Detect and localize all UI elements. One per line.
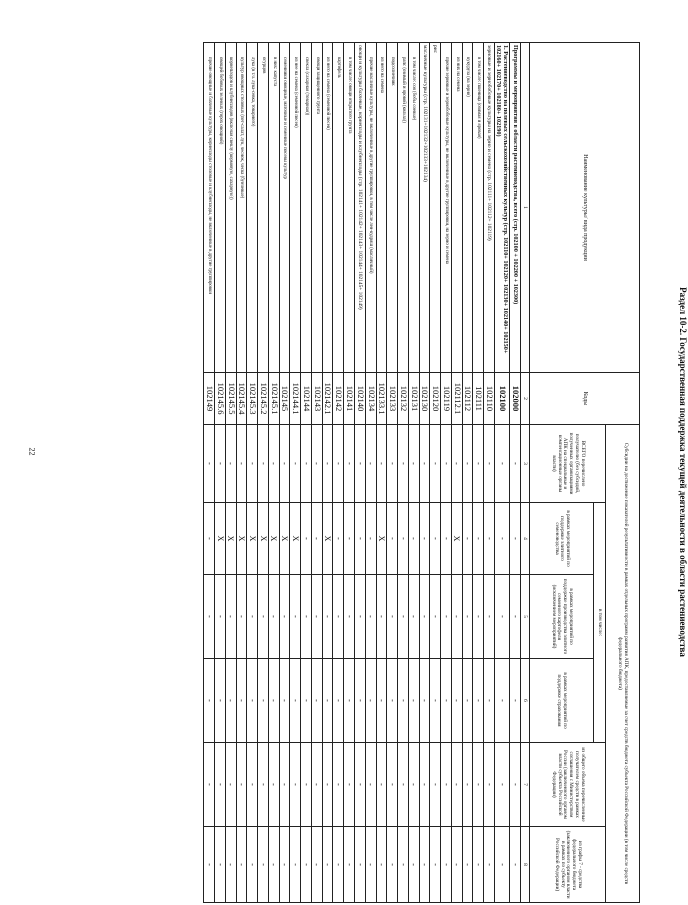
row-value-col3: -	[430, 425, 441, 503]
table-row	[441, 43, 452, 903]
column-number: 1	[521, 43, 530, 373]
row-value-col4: X	[279, 503, 290, 575]
row-value-col3: -	[484, 425, 495, 503]
row-value-col7: -	[322, 743, 333, 827]
row-name: корнеплодов и клубнеплодов (включая свеклу (кормовую, сахарную))	[225, 43, 236, 373]
row-value-col8: -	[322, 827, 333, 903]
header-col6: в рамках мероприятий по поддержке страхования	[530, 659, 594, 743]
row-value-col6: -	[462, 659, 473, 743]
table-row	[268, 43, 279, 903]
row-value-col7: -	[430, 743, 441, 827]
row-value-col7: -	[268, 743, 279, 827]
row-value-col5: -	[247, 575, 258, 659]
row-value-col3: -	[451, 425, 462, 503]
header-code: Коды	[530, 373, 640, 425]
table-row	[333, 43, 344, 903]
row-name: подсолнечник	[387, 43, 398, 373]
row-value-col7: -	[408, 743, 419, 827]
row-value-col4: -	[387, 503, 398, 575]
row-value-col8: -	[355, 827, 366, 903]
row-value-col7: -	[387, 743, 398, 827]
row-value-col5: -	[376, 575, 387, 659]
header-col4: в рамках мероприятий по поддержке элитного семеноводства	[530, 503, 594, 575]
row-name: в них: капуста	[268, 43, 279, 373]
row-name: лука (в т.ч. лука-севка, товарного)	[247, 43, 258, 373]
support-table	[203, 42, 640, 903]
row-code: 102130	[419, 373, 430, 425]
row-value-col6: -	[311, 659, 322, 743]
page-number: 22	[27, 447, 37, 456]
row-value-col8: -	[236, 827, 247, 903]
row-name: картофель	[333, 43, 344, 373]
row-value-col6: -	[333, 659, 344, 743]
row-code: 102149	[204, 373, 215, 425]
table-row	[462, 43, 473, 903]
row-value-col5: -	[451, 575, 462, 659]
row-value-col8: -	[462, 827, 473, 903]
row-value-col6: -	[365, 659, 376, 743]
table-row	[311, 43, 322, 903]
row-name: овощей бобовых зеленых (горох овощной)	[215, 43, 226, 373]
header-total: ВСЕГО перечислено получателю (без субсидий, полученных организациями АПК на специальные и компенсационные органы власти)	[530, 425, 606, 503]
table-row	[451, 43, 462, 903]
row-value-col7: -	[365, 743, 376, 827]
table-row	[376, 43, 387, 903]
row-value-col6: -	[344, 659, 355, 743]
row-value-col5: -	[258, 575, 269, 659]
row-code: 102145.6	[215, 373, 226, 425]
row-value-col8: -	[268, 827, 279, 903]
row-value-col4: -	[510, 503, 521, 575]
row-value-col4: -	[408, 503, 419, 575]
row-value-col4: -	[494, 503, 509, 575]
row-value-col4: -	[473, 503, 484, 575]
row-value-col5: -	[408, 575, 419, 659]
row-code: 102142	[333, 373, 344, 425]
column-number: 2	[521, 373, 530, 425]
row-name: в том числе: овощи открытого грунта	[344, 43, 355, 373]
row-code: 102119	[441, 373, 452, 425]
row-value-col7: -	[215, 743, 226, 827]
row-value-col6: -	[279, 659, 290, 743]
column-number: 8	[521, 827, 530, 903]
table-row	[225, 43, 236, 903]
row-value-col3: -	[258, 425, 269, 503]
row-code: 102145.1	[268, 373, 279, 425]
header-group: Субсидии на достижение показателей результативности в рамках отдельных программ развития АПК, предоставляемые за счет средств бюджета субъекта Российской Федерации (в том числе средств федерального бюджета)	[606, 425, 640, 903]
row-value-col8: -	[311, 827, 322, 903]
row-value-col4: X	[376, 503, 387, 575]
row-value-col6: -	[301, 659, 312, 743]
row-value-col6: -	[322, 659, 333, 743]
row-value-col7: -	[204, 743, 215, 827]
row-name: овощи защищенного грунта	[311, 43, 322, 373]
row-value-col7: -	[311, 743, 322, 827]
row-value-col5: -	[484, 575, 495, 659]
row-value-col3: -	[301, 425, 312, 503]
row-value-col5: -	[215, 575, 226, 659]
row-value-col6: -	[290, 659, 301, 743]
table-row	[419, 43, 430, 903]
header-col5: в рамках мероприятий по поддержке производства элитного семенного картофеля (исключением мероприятий)	[530, 575, 594, 659]
row-value-col7: -	[290, 743, 301, 827]
row-value-col5: -	[430, 575, 441, 659]
row-value-col6: -	[215, 659, 226, 743]
row-name: овощи и культуры бахчевые, корнеплоды и клубнеплоды (стр. 102141+ 102142+ 102143+ 102144+ 102145+ 102149)	[355, 43, 366, 373]
row-value-col3: -	[311, 425, 322, 503]
row-code: 102133.1	[376, 373, 387, 425]
row-value-col4: X	[290, 503, 301, 575]
row-value-col7: -	[473, 743, 484, 827]
row-value-col6: -	[419, 659, 430, 743]
row-value-col4: -	[365, 503, 376, 575]
row-name: огурцов	[258, 43, 269, 373]
row-value-col5: -	[344, 575, 355, 659]
table-row	[387, 43, 398, 903]
row-value-col8: -	[225, 827, 236, 903]
row-value-col6: -	[494, 659, 509, 743]
row-value-col6: -	[236, 659, 247, 743]
row-name: 1. Растениеводство на полевых сельскохозяйственных культур (стр. 102110+ 102120+ 102130+ 102140+ 102150+ 102160+ 102170+ 102180+ 102190)	[494, 43, 509, 373]
row-value-col6: -	[484, 659, 495, 743]
row-value-col3: -	[441, 425, 452, 503]
row-name: из него на семена	[376, 43, 387, 373]
row-value-col8: -	[333, 827, 344, 903]
row-code: 102120	[430, 373, 441, 425]
row-value-col8: -	[398, 827, 409, 903]
row-value-col7: -	[225, 743, 236, 827]
row-name: зерновые и зернобобовые культуры на зерно и семена (стр. 102111+ 102112+ 102119)	[484, 43, 495, 373]
row-value-col6: -	[387, 659, 398, 743]
table-row	[408, 43, 419, 903]
row-value-col6: -	[473, 659, 484, 743]
table-row	[290, 43, 301, 903]
row-value-col6: -	[451, 659, 462, 743]
row-value-col3: -	[365, 425, 376, 503]
row-value-col5: -	[355, 575, 366, 659]
row-value-col5: -	[441, 575, 452, 659]
row-value-col6: -	[430, 659, 441, 743]
row-value-col8: -	[419, 827, 430, 903]
row-value-col3: -	[355, 425, 366, 503]
row-value-col5: -	[494, 575, 509, 659]
row-code: 102145.2	[258, 373, 269, 425]
row-code: 102132	[398, 373, 409, 425]
header-name: Наименование культуры/ вида продукции	[530, 43, 640, 373]
row-value-col7: -	[451, 743, 462, 827]
row-name: прочие масличные культуры, не включенные в другие группировки, в том числе лен-кудряш (масличный)	[365, 43, 376, 373]
row-value-col8: -	[451, 827, 462, 903]
row-value-col8: -	[408, 827, 419, 903]
row-value-col8: -	[247, 827, 258, 903]
row-value-col3: -	[215, 425, 226, 503]
row-value-col8: -	[387, 827, 398, 903]
row-code: 102112	[462, 373, 473, 425]
row-value-col4: -	[462, 503, 473, 575]
row-name: свекла (сахарная (товарная))	[301, 43, 312, 373]
row-value-col8: -	[279, 827, 290, 903]
column-number: 3	[521, 425, 530, 503]
row-value-col6: -	[268, 659, 279, 743]
row-value-col6: -	[247, 659, 258, 743]
row-code: 102100	[494, 373, 509, 425]
row-code: 102144.1	[290, 373, 301, 425]
table-row	[484, 43, 495, 903]
row-value-col3: -	[225, 425, 236, 503]
row-value-col8: -	[215, 827, 226, 903]
row-value-col5: -	[268, 575, 279, 659]
table-row	[398, 43, 409, 903]
row-value-col4: -	[311, 503, 322, 575]
row-value-col3: -	[322, 425, 333, 503]
row-code: 102133	[387, 373, 398, 425]
row-value-col8: -	[494, 827, 509, 903]
row-value-col4: X	[225, 503, 236, 575]
row-name: из него на семена (семенной посев)	[322, 43, 333, 373]
row-value-col4: X	[236, 503, 247, 575]
row-code: 102144	[301, 373, 312, 425]
row-value-col4: -	[344, 503, 355, 575]
table-row	[494, 43, 509, 903]
row-value-col4: X	[268, 503, 279, 575]
table-row	[344, 43, 355, 903]
row-value-col7: -	[247, 743, 258, 827]
row-code: 102140	[355, 373, 366, 425]
row-value-col4: -	[333, 503, 344, 575]
row-value-col7: -	[333, 743, 344, 827]
row-name: Программы и мероприятия в области растениеводства, всего (стр. 102100 + 102200 + 102300)	[510, 43, 521, 373]
row-value-col5: -	[473, 575, 484, 659]
row-value-col5: -	[398, 575, 409, 659]
row-code: 102145	[279, 373, 290, 425]
row-value-col8: -	[290, 827, 301, 903]
row-value-col7: -	[344, 743, 355, 827]
column-number-row	[521, 43, 530, 903]
row-name: масличные культуры (стр. 102131+102132+102133+102134)	[419, 43, 430, 373]
row-name: культур овощных столовых (пет-салат, лук, чеснок, ческа (бунчевые)	[236, 43, 247, 373]
row-code: 102143	[311, 373, 322, 425]
table-row	[236, 43, 247, 903]
row-name: семенники овощные, маточные и семенные посевы культур	[279, 43, 290, 373]
row-value-col8: -	[430, 827, 441, 903]
row-name: рапс (озимый и яровой (кольза))	[398, 43, 409, 373]
row-value-col7: -	[419, 743, 430, 827]
row-value-col5: -	[510, 575, 521, 659]
header-col8: из графы 7 - средства федерального бюджета (заключенного органом власти в рамках по субъекту Российской Федерации)	[530, 827, 606, 903]
column-number: 7	[521, 743, 530, 827]
row-value-col7: -	[279, 743, 290, 827]
row-code: 102000	[510, 373, 521, 425]
row-value-col7: -	[484, 743, 495, 827]
row-value-col3: -	[387, 425, 398, 503]
row-code: 102112.1	[451, 373, 462, 425]
row-value-col6: -	[408, 659, 419, 743]
row-value-col8: -	[510, 827, 521, 903]
row-name: рис	[430, 43, 441, 373]
table-row	[204, 43, 215, 903]
column-number: 6	[521, 659, 530, 743]
row-value-col4: X	[322, 503, 333, 575]
row-value-col3: -	[376, 425, 387, 503]
row-value-col5: -	[204, 575, 215, 659]
row-code: 102111	[473, 373, 484, 425]
row-value-col3: -	[333, 425, 344, 503]
table-row	[473, 43, 484, 903]
row-value-col4: X	[451, 503, 462, 575]
header-col7: из общего объема перечисленные получателем средств в рамках соглашения с Министерством России (заключенного органом власти субъекта Российской Федерации)	[530, 743, 606, 827]
row-value-col5: -	[236, 575, 247, 659]
table-row	[355, 43, 366, 903]
row-code: 102141	[344, 373, 355, 425]
table-row	[322, 43, 333, 903]
table-row	[258, 43, 269, 903]
row-value-col8: -	[484, 827, 495, 903]
row-value-col5: -	[387, 575, 398, 659]
row-value-col6: -	[204, 659, 215, 743]
row-value-col4: -	[355, 503, 366, 575]
column-number: 4	[521, 503, 530, 575]
row-name: в том числе: пшеница (озимая и яровая)	[473, 43, 484, 373]
table-row	[365, 43, 376, 903]
row-value-col5: -	[279, 575, 290, 659]
row-value-col5: -	[333, 575, 344, 659]
row-value-col4: -	[301, 503, 312, 575]
row-value-col3: -	[494, 425, 509, 503]
table-row	[279, 43, 290, 903]
row-value-col6: -	[398, 659, 409, 743]
table-row	[215, 43, 226, 903]
row-value-col3: -	[204, 425, 215, 503]
report-sheet	[94, 42, 688, 902]
table-row	[510, 43, 521, 903]
row-value-col6: -	[510, 659, 521, 743]
row-value-col4: X	[258, 503, 269, 575]
row-name: прочие зерновые и зернобобовые культуры, не включенные в другие группировки, на зерно и семена	[441, 43, 452, 373]
row-value-col4: -	[441, 503, 452, 575]
row-value-col5: -	[419, 575, 430, 659]
row-value-col6: -	[441, 659, 452, 743]
row-value-col7: -	[355, 743, 366, 827]
row-value-col3: -	[419, 425, 430, 503]
row-value-col7: -	[301, 743, 312, 827]
row-code: 102131	[408, 373, 419, 425]
row-value-col7: -	[494, 743, 509, 827]
row-name: в том числе: соя (бобы соевые)	[408, 43, 419, 373]
row-value-col4: -	[398, 503, 409, 575]
table-row	[301, 43, 312, 903]
row-value-col4: -	[419, 503, 430, 575]
row-name: кукуруза (на зерно)	[462, 43, 473, 373]
row-value-col3: -	[473, 425, 484, 503]
row-value-col5: -	[290, 575, 301, 659]
row-value-col3: -	[279, 425, 290, 503]
row-code: 102145.5	[225, 373, 236, 425]
column-number: 5	[521, 575, 530, 659]
row-value-col6: -	[258, 659, 269, 743]
row-name: прочие овощные и бахчевые культуры, корнеплоды столовые и клубнеплоды, не включенные в другие группировки	[204, 43, 215, 373]
row-value-col5: -	[365, 575, 376, 659]
row-value-col6: -	[376, 659, 387, 743]
section-title: Раздел 10-2. Государственная поддержка текущей деятельности в области растениеводства	[678, 287, 688, 657]
row-code: 102145.4	[236, 373, 247, 425]
row-value-col7: -	[441, 743, 452, 827]
row-value-col3: -	[236, 425, 247, 503]
row-value-col3: -	[462, 425, 473, 503]
row-value-col7: -	[236, 743, 247, 827]
row-value-col5: -	[322, 575, 333, 659]
row-value-col8: -	[365, 827, 376, 903]
row-value-col7: -	[462, 743, 473, 827]
row-value-col8: -	[204, 827, 215, 903]
row-value-col4: -	[204, 503, 215, 575]
row-value-col3: -	[398, 425, 409, 503]
row-value-col6: -	[355, 659, 366, 743]
row-value-col7: -	[258, 743, 269, 827]
row-value-col5: -	[462, 575, 473, 659]
row-value-col5: -	[301, 575, 312, 659]
row-value-col4: X	[215, 503, 226, 575]
row-value-col8: -	[258, 827, 269, 903]
row-value-col3: -	[268, 425, 279, 503]
row-code: 102142.1	[322, 373, 333, 425]
row-code: 102145.3	[247, 373, 258, 425]
row-value-col4: -	[430, 503, 441, 575]
row-value-col8: -	[344, 827, 355, 903]
row-code: 102110	[484, 373, 495, 425]
row-value-col3: -	[344, 425, 355, 503]
row-value-col3: -	[290, 425, 301, 503]
row-value-col8: -	[301, 827, 312, 903]
table-body	[204, 43, 521, 903]
row-value-col3: -	[247, 425, 258, 503]
row-value-col4: -	[484, 503, 495, 575]
row-value-col3: -	[510, 425, 521, 503]
table-row	[247, 43, 258, 903]
table-row	[430, 43, 441, 903]
row-code: 102134	[365, 373, 376, 425]
row-value-col4: X	[247, 503, 258, 575]
row-name: из нее на семена (семенной посев)	[290, 43, 301, 373]
row-value-col8: -	[473, 827, 484, 903]
row-value-col8: -	[441, 827, 452, 903]
row-value-col7: -	[398, 743, 409, 827]
header-in-that: в том числе:	[594, 503, 606, 743]
row-value-col6: -	[225, 659, 236, 743]
row-value-col3: -	[408, 425, 419, 503]
row-name: из них на семена	[451, 43, 462, 373]
row-value-col7: -	[376, 743, 387, 827]
row-value-col7: -	[510, 743, 521, 827]
row-value-col8: -	[376, 827, 387, 903]
row-value-col5: -	[225, 575, 236, 659]
row-value-col5: -	[311, 575, 322, 659]
